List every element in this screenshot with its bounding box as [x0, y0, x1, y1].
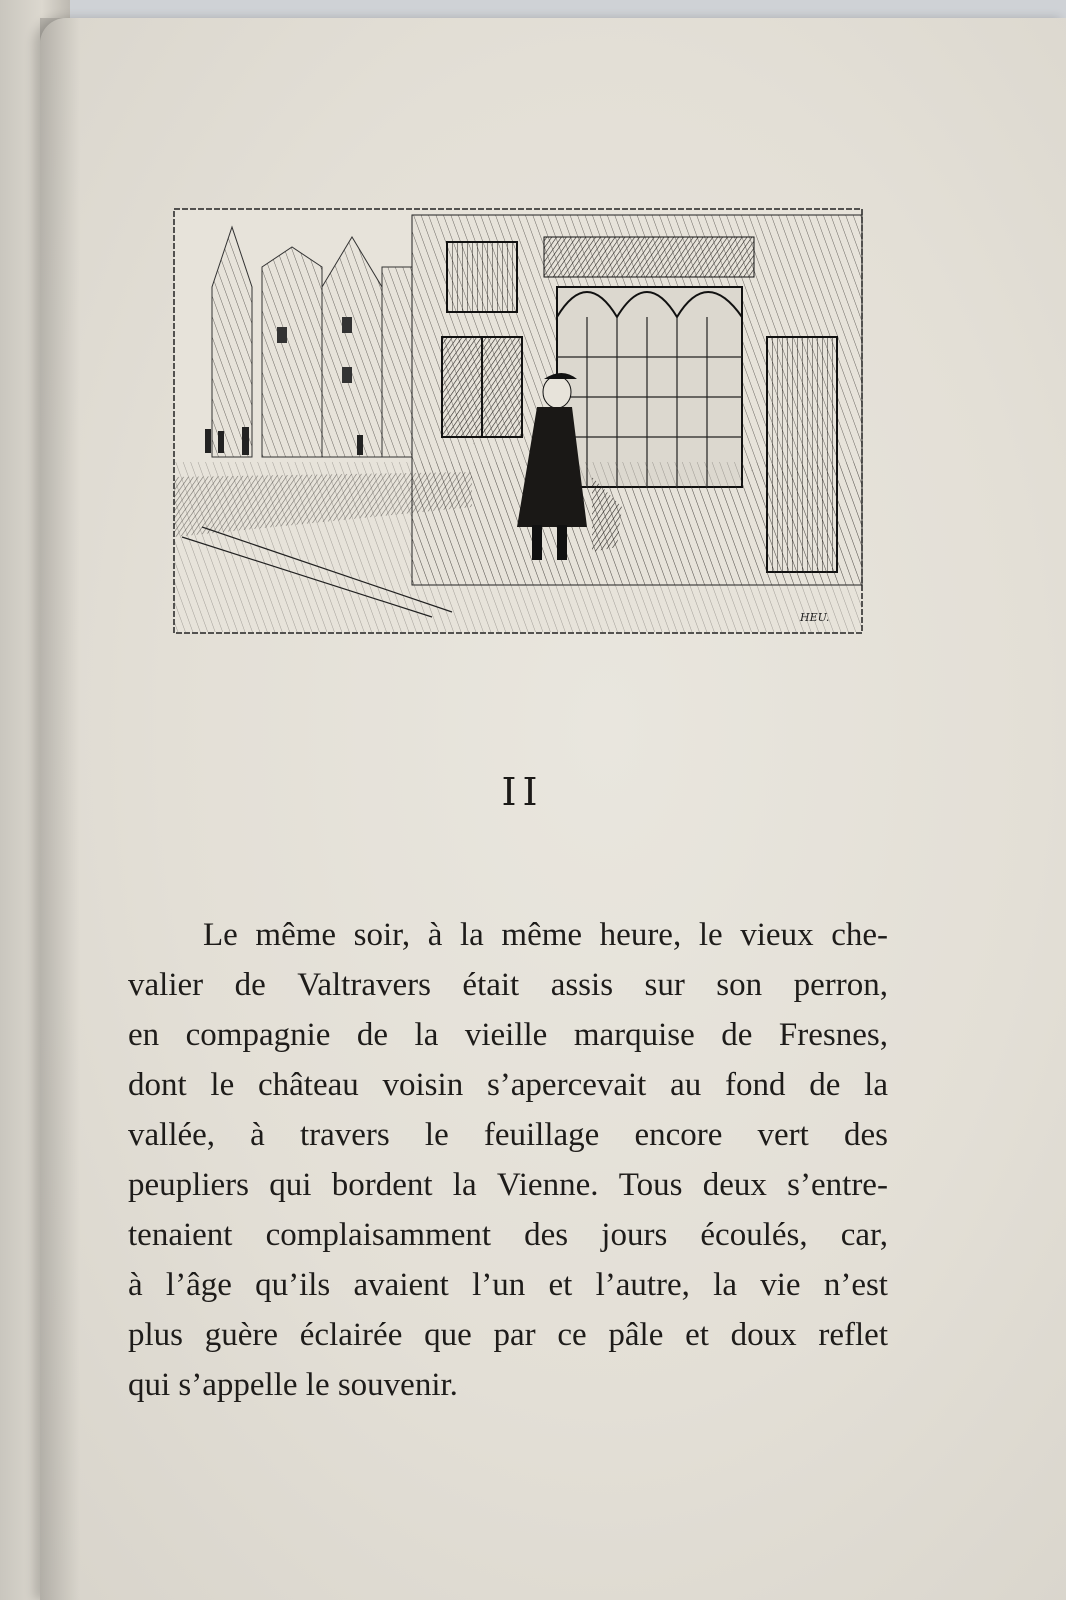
word: vallée,	[128, 1117, 216, 1153]
word: de	[234, 967, 266, 1003]
word: Fresnes,	[778, 1017, 888, 1053]
word: en	[128, 1017, 160, 1053]
text-line	[128, 1310, 888, 1360]
chapter-number: II	[501, 770, 544, 814]
word: qui	[269, 1167, 312, 1203]
engraving-illustration	[172, 207, 864, 635]
body-paragraph	[128, 910, 888, 1410]
word: heure,	[599, 917, 682, 953]
word: la	[459, 917, 484, 953]
word: assis	[550, 967, 614, 1003]
word: le	[424, 1117, 449, 1153]
text-line	[128, 1210, 888, 1260]
word: au	[670, 1067, 702, 1103]
word: travers	[299, 1117, 390, 1153]
word: l’autre,	[595, 1267, 690, 1303]
word: sur	[644, 967, 685, 1003]
word: fond	[725, 1067, 786, 1103]
word: encore	[634, 1117, 723, 1153]
word: Le	[203, 917, 238, 953]
word: dont	[128, 1067, 187, 1103]
line-text: qui s’appelle le souvenir.	[128, 1367, 458, 1403]
word: s’apercevait	[486, 1067, 647, 1103]
word: feuillage	[483, 1117, 600, 1153]
text-line	[128, 1110, 888, 1160]
word: des	[843, 1117, 888, 1153]
word: peupliers	[128, 1167, 249, 1203]
word: de	[721, 1017, 753, 1053]
word: doux	[730, 1317, 797, 1353]
word: n’est	[823, 1267, 888, 1303]
text-line	[128, 910, 888, 960]
word: l’un	[472, 1267, 526, 1303]
word: même	[501, 917, 583, 953]
word: guère	[204, 1317, 279, 1353]
word: la	[713, 1267, 737, 1303]
word: le	[210, 1067, 235, 1103]
word: des	[524, 1217, 569, 1253]
word: la	[414, 1017, 439, 1053]
word: complaisamment	[265, 1217, 492, 1253]
word: che-	[831, 917, 888, 953]
word: que	[424, 1317, 472, 1353]
word: avaient	[353, 1267, 449, 1303]
word: valier	[128, 967, 204, 1003]
word: château	[258, 1067, 359, 1103]
word: Tous	[618, 1167, 683, 1203]
word: s’entre-	[787, 1167, 888, 1203]
word: perron,	[793, 967, 888, 1003]
word: vert	[757, 1117, 809, 1153]
word: deux	[702, 1167, 767, 1203]
word: à	[128, 1267, 143, 1303]
text-line	[128, 1260, 888, 1310]
word: pâle	[608, 1317, 664, 1353]
text-line	[128, 1010, 888, 1060]
word: de	[356, 1017, 389, 1053]
word: jours	[601, 1217, 668, 1253]
word: était	[462, 967, 520, 1003]
word: bordent	[331, 1167, 433, 1203]
street-scene-icon	[172, 207, 864, 635]
word: qu’ils	[255, 1267, 331, 1303]
word: écoulés,	[700, 1217, 808, 1253]
text-line	[128, 960, 888, 1010]
word: son	[716, 967, 763, 1003]
word: éclairée	[299, 1317, 403, 1353]
word: et	[548, 1267, 573, 1303]
word: soir,	[353, 917, 411, 953]
engraver-signature: HEU.	[800, 611, 830, 624]
word: compagnie	[185, 1017, 331, 1053]
word: car,	[840, 1217, 888, 1253]
word: Vienne.	[496, 1167, 599, 1203]
word: à	[250, 1117, 265, 1153]
word: l’âge	[165, 1267, 232, 1303]
word: plus	[128, 1317, 184, 1353]
word: même	[255, 917, 337, 953]
word: la	[452, 1167, 477, 1203]
word: le	[698, 917, 723, 953]
word: Valtravers	[297, 967, 431, 1003]
word: par	[493, 1317, 536, 1353]
text-line	[128, 1060, 888, 1110]
word: la	[864, 1067, 888, 1103]
word: vieille	[464, 1017, 548, 1053]
word: ce	[557, 1317, 587, 1353]
word: tenaient	[128, 1217, 233, 1253]
word: marquise	[573, 1017, 695, 1053]
word: et	[685, 1317, 709, 1353]
word: de	[809, 1067, 841, 1103]
text-line	[128, 1160, 888, 1210]
word: vieux	[740, 917, 814, 953]
word: vie	[760, 1267, 801, 1303]
word: voisin	[382, 1067, 464, 1103]
text-line	[128, 1360, 888, 1410]
word: reflet	[818, 1317, 888, 1353]
word: à	[427, 917, 443, 953]
